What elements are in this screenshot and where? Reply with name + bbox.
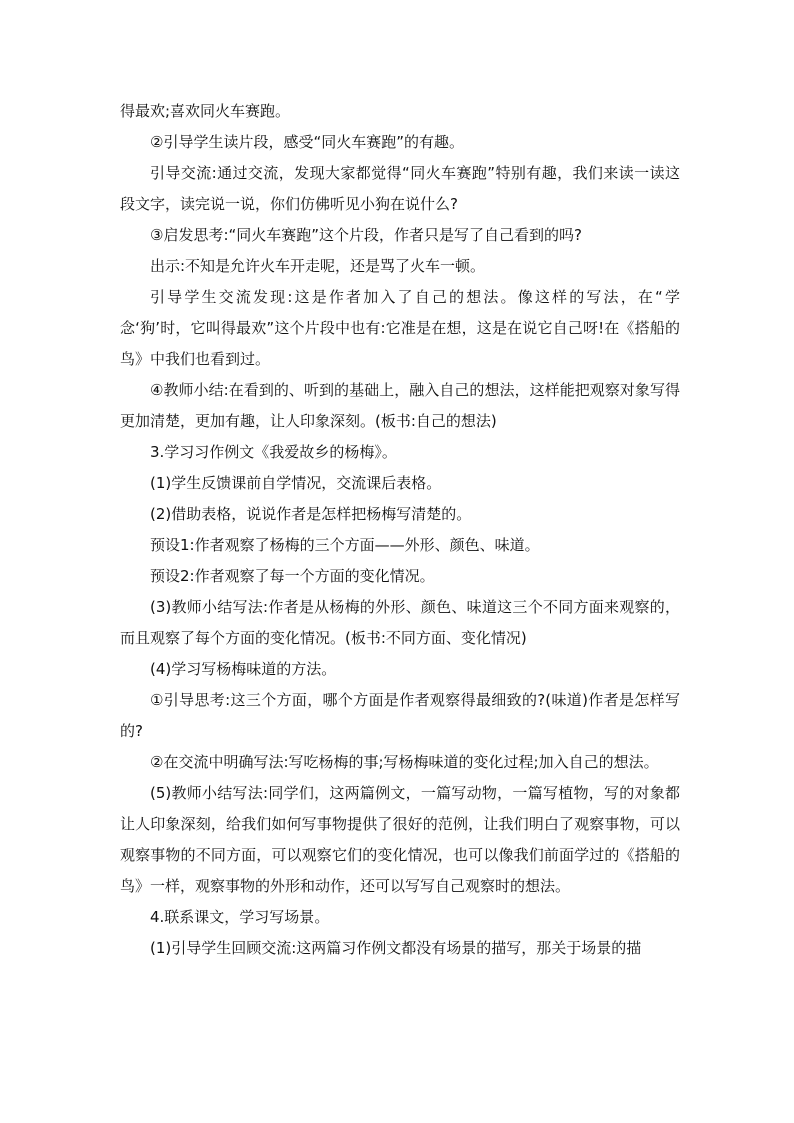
- paragraph: 预设1:作者观察了杨梅的三个方面——外形、颜色、味道。: [150, 536, 540, 554]
- paragraph: 引导交流:通过交流，发现大家都觉得“同火车赛跑”特别有趣，我们来读一读这段文字，读完说一说，你们仿佛听见小狗在说什么?: [120, 164, 680, 213]
- paragraph: ④教师小结:在看到的、听到的基础上，融入自己的想法，这样能把观察对象写得更加清楚，更加有趣，让人印象深刻。(板书:自己的想法): [120, 381, 680, 430]
- paragraph-continuation: 得最欢;喜欢同火车赛跑。: [120, 102, 291, 120]
- paragraph: ①引导思考:这三个方面，哪个方面是作者观察得最细致的?(味道)作者是怎样写的?: [120, 691, 680, 740]
- paragraph: (1)学生反馈课前自学情况，交流课后表格。: [150, 474, 442, 492]
- paragraph: 引导学生交流发现:这是作者加入了自己的想法。像这样的写法，在“学念‘狗’时，它叫得最欢”这个片段中也有:它准是在想，这是在说它自己呀!在《搭船的鸟》中我们也看到过。: [120, 288, 680, 368]
- paragraph: (2)借助表格，说说作者是怎样把杨梅写清楚的。: [150, 505, 472, 523]
- section-heading: 4.联系课文，学习写场景。: [150, 908, 330, 926]
- paragraph: (1)引导学生回顾交流:这两篇习作例文都没有场景的描写，那关于场景的描: [150, 939, 642, 957]
- paragraph: ③启发思考:“同火车赛跑”这个片段，作者只是写了自己看到的吗?: [150, 226, 583, 244]
- paragraph: ②引导学生读片段，感受“同火车赛跑”的有趣。: [150, 133, 464, 151]
- paragraph: (3)教师小结写法:作者是从杨梅的外形、颜色、味道这三个不同方面来观察的，而且观察了每个方面的变化情况。(板书:不同方面、变化情况): [120, 598, 680, 647]
- paragraph: (5)教师小结写法:同学们，这两篇例文，一篇写动物，一篇写植物，写的对象都让人印象深刻，给我们如何写事物提供了很好的范例，让我们明白了观察事物，可以观察事物的不同方面，可以观察它们的变化情况，也可以像我们前面学过的《搭船的鸟》一样，观察事物的外形和动作，还可以写写自己观察时的想法。: [120, 784, 680, 895]
- paragraph: ②在交流中明确写法:写吃杨梅的事;写杨梅味道的变化过程;加入自己的想法。: [150, 753, 659, 771]
- document-body: [120, 96, 680, 964]
- section-heading: 3.学习习作例文《我爱故乡的杨梅》。: [150, 443, 397, 461]
- paragraph: (4)学习写杨梅味道的方法。: [150, 660, 337, 678]
- paragraph: 预设2:作者观察了每一个方面的变化情况。: [150, 567, 435, 585]
- paragraph: 出示:不知是允许火车开走呢，还是骂了火车一顿。: [150, 257, 486, 275]
